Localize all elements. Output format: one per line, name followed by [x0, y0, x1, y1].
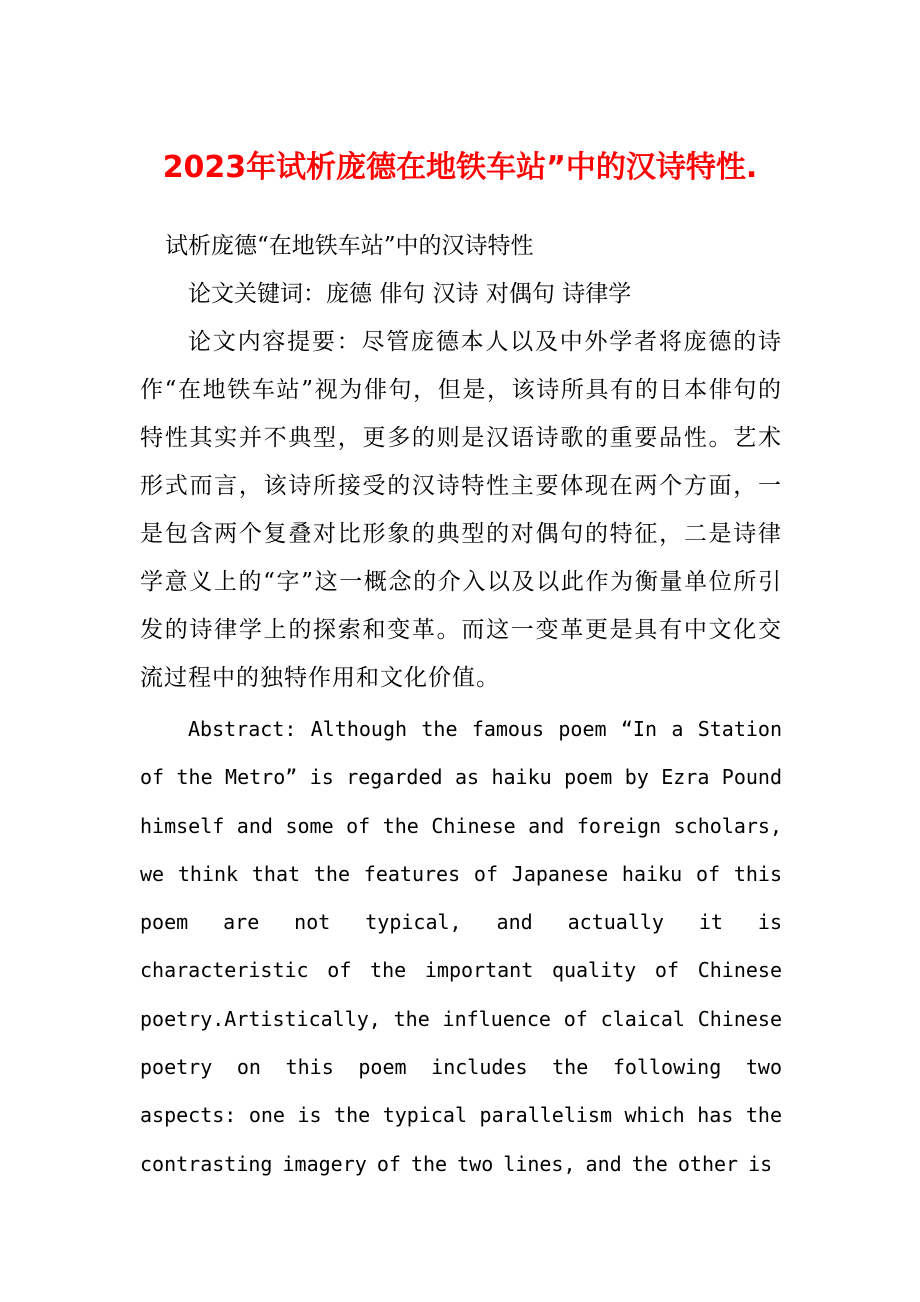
keywords-line: 论文关键词：庞德 俳句 汉诗 对偶句 诗律学 [188, 281, 632, 307]
summary-paragraph: 论文内容提要：尽管庞德本人以及中外学者将庞德的诗作“在地铁车站”视为俳句，但是，该诗所具有的日本俳句的特性其实并不典型，更多的则是汉语诗歌的重要品性。艺术形式而言，该诗所接受的汉诗特性主要体现在两个方面，一是包含两个复叠对比形象的典型的对偶句的特征，二是诗律学意义上的“字”这一概念的介入以及以此作为衡量单位所引发的诗律学上的探索和变革。而这一变革更是具有中文化交流过程中的独特作用和文化价值。 [140, 329, 782, 691]
article-subtitle: 试析庞德“在地铁车站”中的汉诗特性 [165, 233, 534, 259]
abstract-paragraph: Abstract: Although the famous poem “In a Station of the Metro” is regarded as haiku poem by Ezra Pound himself and some of the Chinese and foreign scholars, we think that the features of Japanese haiku of this poem are not typical, and actually it is characteristic of the important quality of Chinese poetry.Artistically, the influence of claical Chinese poetry on this poem includes the following two aspects: one is the typical parallelism which has the contrasting imagery of the two lines, and the other is [140, 717, 782, 1176]
document-title: 2023年试析庞德在地铁车站”中的汉诗特性. [162, 150, 758, 185]
